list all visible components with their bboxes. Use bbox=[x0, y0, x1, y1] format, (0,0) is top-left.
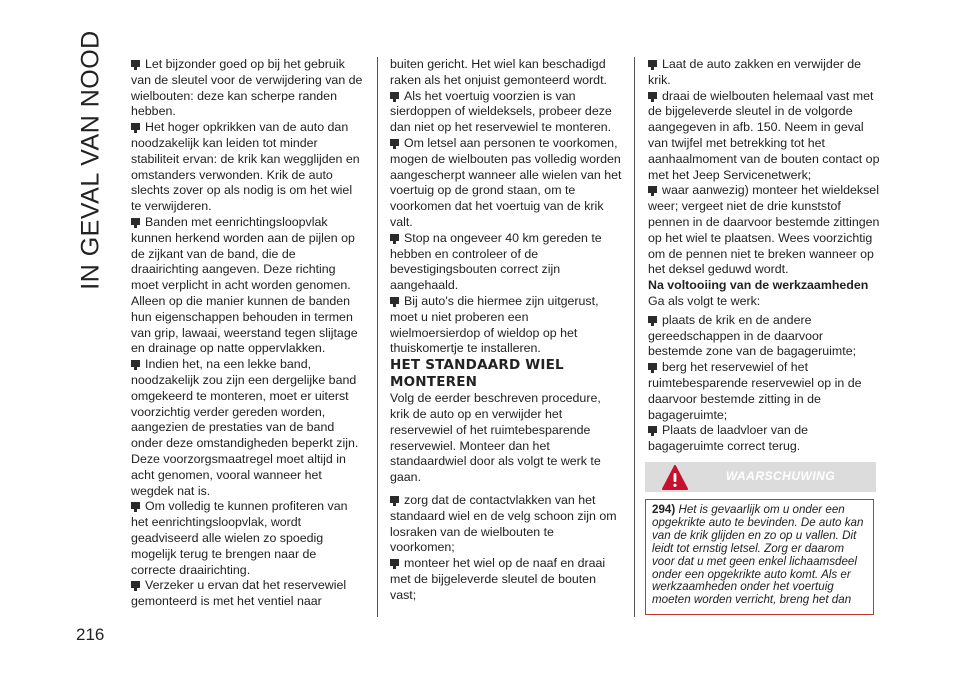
warning-box bbox=[645, 499, 874, 615]
bullet-icon bbox=[131, 60, 141, 70]
bullet-icon bbox=[390, 559, 400, 569]
list-item: zorg dat de contactvlakken van het standaard wiel en de velg schoon zijn om losraken van de wielbouten te voorkomen; bbox=[390, 492, 617, 555]
list-item: Verzeker u ervan dat het reservewiel gemonteerd is met het ventiel naar bbox=[131, 578, 347, 609]
paragraph: Ga als volgt te werk: bbox=[648, 293, 761, 308]
bullet-icon bbox=[390, 496, 400, 506]
list-item: plaats de krik en de andere gereedschappen in de daarvoor bestemde zone van de bagageruimte; bbox=[648, 312, 857, 359]
bullet-icon bbox=[131, 581, 141, 591]
list-item: Stop na ongeveer 40 km gereden te hebben en controleer of de bevestigingsbouten correct zijn aangehaald. bbox=[390, 230, 602, 293]
bullet-icon bbox=[648, 363, 658, 373]
list-item: Indien het, na een lekke band, noodzakelijk zou zijn een dergelijke band omgekeerd te monteren, moet er uiterst voorzichtig verder gereden worden, aangezien de prestaties van de band onder deze omstandigheden beperkt zijn. Deze voorzorgsmaatregel moet altijd in acht genomen, vooral wanneer het wegdek nat is. bbox=[131, 357, 359, 498]
list-item: Banden met eenrichtingsloopvlak kunnen herkend worden aan de pijlen op de zijkant van de band, die de draairichting aangeven. Deze richting moet verplicht in acht worden genomen. Alleen op die manier kunnen de banden hun eigenschappen behouden in termen van grip, lawaai, weerstand tegen slijtage en drainage op natte oppervlakken. bbox=[131, 214, 358, 356]
list-item: Let bijzonder goed op bij het gebruik van de sleutel voor de verwijdering van de wielbouten: deze kan scherpe randen hebben. bbox=[131, 57, 363, 119]
bullet-icon bbox=[390, 139, 400, 149]
column-divider bbox=[377, 57, 378, 617]
column-1 bbox=[131, 57, 363, 610]
chapter-title: IN GEVAL VAN NOOD bbox=[76, 30, 105, 290]
bullet-icon bbox=[648, 92, 658, 102]
subheading: Na voltooiing van de werkzaamheden bbox=[648, 278, 869, 293]
list-item: berg het reservewiel of het ruimtebesparende reservewiel op in de daarvoor bestemde zitting in de bagageruimte; bbox=[648, 360, 862, 422]
list-item: waar aanwezig) monteer het wieldeksel weer; vergeet niet de drie kunststof pennen in de daarvoor bestemde zittingen op het wiel te plaatsen. Wees voorzichtig om de pennen niet te breken wanneer op het deksel geduwd wordt. bbox=[648, 183, 880, 277]
paragraph: buiten gericht. Het wiel kan beschadigd raken als het onjuist gemonteerd wordt. bbox=[390, 57, 607, 87]
bullet-icon bbox=[131, 218, 141, 228]
warning-title: WAARSCHUWING bbox=[725, 469, 836, 483]
bullet-icon bbox=[131, 360, 141, 370]
list-item: draai de wielbouten helemaal vast met de bijgeleverde sleutel in de volgorde aangegeven in afb. 150. Neem in geval van twijfel met betrekking tot het aanhaalmoment van de bouten contact op met het Jeep Servicenetwerk; bbox=[648, 88, 880, 182]
bullet-icon bbox=[648, 426, 658, 436]
bullet-icon bbox=[648, 316, 658, 326]
list-item: Als het voertuig voorzien is van sierdoppen of wieldeksels, probeer deze dan niet op het reservewiel te monteren. bbox=[390, 88, 612, 135]
list-item: Bij auto's die hiermee zijn uitgerust, moet u niet proberen een wielmoersierdop of wieldop op het thuiskomertje te installeren. bbox=[390, 293, 599, 356]
bullet-icon bbox=[390, 297, 400, 307]
bullet-icon bbox=[648, 186, 658, 196]
column-2 bbox=[390, 57, 622, 604]
list-item: monteer het wiel op de naaf en draai met de bijgeleverde sleutel de bouten vast; bbox=[390, 556, 606, 602]
bullet-icon bbox=[390, 234, 400, 244]
warning-number: 294) bbox=[652, 503, 676, 516]
list-item: Om volledig te kunnen profiteren van het eenrichtingsloopvlak, wordt geadviseerd alle wielen zo spoedig mogelijk terug te brengen naar de correcte draairichting. bbox=[131, 499, 348, 577]
list-item: Om letsel aan personen te voorkomen, mogen de wielbouten pas volledig worden aangescherpt wanneer alle wielen van het voertuig op de grond staan, om te voorkomen dat het voertuig van de krik valt. bbox=[390, 135, 622, 229]
list-item: Plaats de laadvloer van de bagageruimte correct terug. bbox=[648, 423, 809, 454]
bullet-icon bbox=[390, 92, 400, 102]
bullet-icon bbox=[131, 502, 141, 512]
bullet-icon bbox=[648, 60, 658, 70]
list-item: Laat de auto zakken en verwijder de krik. bbox=[648, 57, 862, 87]
section-heading: HET STANDAARD WIEL MONTEREN bbox=[390, 357, 564, 391]
column-3 bbox=[648, 57, 880, 455]
paragraph: Volg de eerder beschreven procedure, krik de auto op en verwijder het reservewiel of het ruimtebesparende reservewiel. Monteer dan het standaardwiel door als volgt te werk te gaan. bbox=[390, 391, 601, 485]
warning-header bbox=[645, 462, 876, 492]
page-number: 216 bbox=[76, 625, 105, 644]
column-divider bbox=[634, 57, 635, 617]
list-item: Het hoger opkrikken van de auto dan noodzakelijk kan leiden tot minder stabiliteit ervan: de krik kan wegglijden en omstanders verwonden. Krik de auto slechts zover op als nodig is om het wiel te verwijderen. bbox=[131, 120, 360, 214]
bullet-icon bbox=[131, 123, 141, 133]
warning-text: Het is gevaarlijk om u onder een opgekrikte auto te bevinden. De auto kan van de krik glijden en zo op u vallen. Dit leidt tot ernstig letsel. Zorg er daarom voor dat u met geen enkel lichaamsdeel onder een opgekrikte auto komt. Als er werkzaamheden onder het voertuig moeten worden verricht, breng het dan bbox=[652, 503, 864, 607]
